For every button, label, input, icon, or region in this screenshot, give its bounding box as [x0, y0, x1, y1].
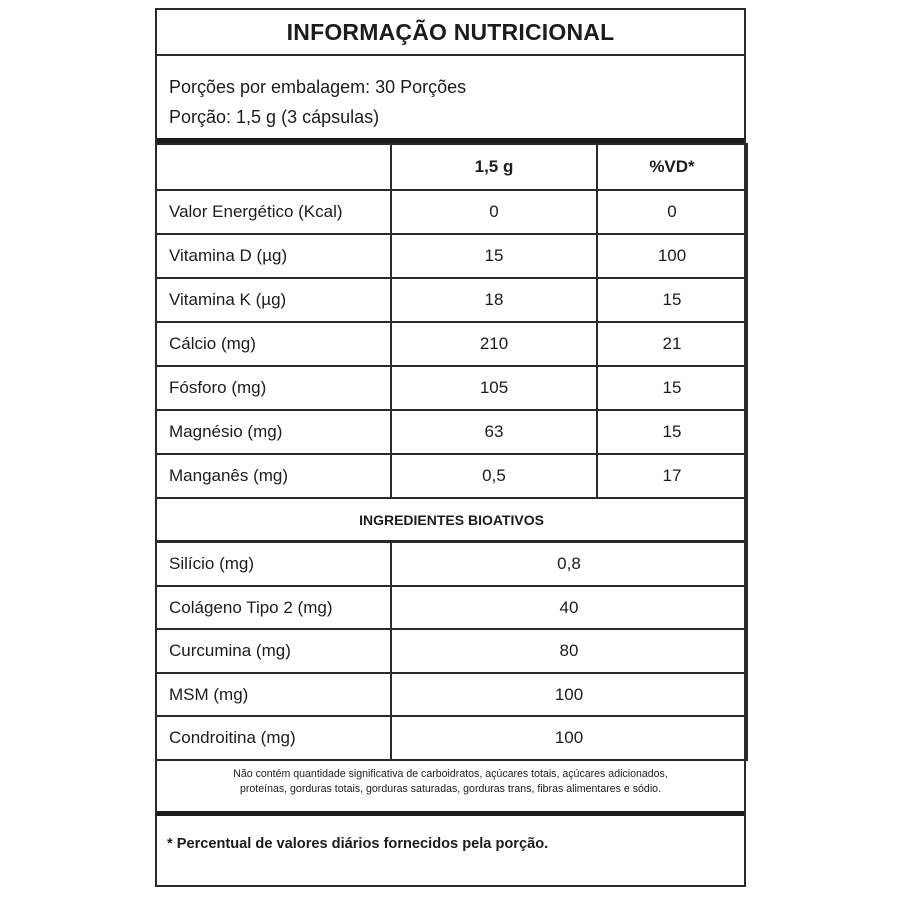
ingredient-name: Condroitina (mg): [156, 716, 391, 760]
nutrient-amount: 63: [391, 410, 597, 454]
table-row: [156, 234, 747, 278]
ingredient-amount: 100: [391, 716, 747, 760]
table-row: [156, 410, 747, 454]
nutrient-vd: 15: [597, 278, 747, 322]
nutrient-name: Fósforo (mg): [156, 366, 391, 410]
nutrient-vd: 21: [597, 322, 747, 366]
header-cell-empty: [156, 144, 391, 190]
servings-per-package: Porções por embalagem: 30 Porções: [169, 77, 467, 97]
servings-info: [169, 72, 466, 132]
nutrient-vd: 15: [597, 366, 747, 410]
table-row: [156, 454, 747, 498]
ingredient-name: MSM (mg): [156, 673, 391, 716]
bioactive-table: [155, 541, 748, 761]
table-header-row: [156, 144, 747, 190]
nutrient-vd: 0: [597, 190, 747, 234]
ingredient-amount: 0,8: [391, 542, 747, 586]
table-row: [156, 673, 747, 716]
ingredient-amount: 40: [391, 586, 747, 629]
ingredient-name: Silício (mg): [156, 542, 391, 586]
table-row: [156, 542, 747, 586]
table-row: [156, 629, 747, 673]
header-cell-vd: %VD*: [597, 144, 747, 190]
header-cell-amount: 1,5 g: [391, 144, 597, 190]
nutrient-name: Cálcio (mg): [156, 322, 391, 366]
nutrient-amount: 0,5: [391, 454, 597, 498]
nutrient-name: Vitamina K (µg): [156, 278, 391, 322]
nutrient-amount: 0: [391, 190, 597, 234]
bioactive-heading-row: [156, 498, 747, 541]
not-significant-line-2: proteínas, gorduras totais, gorduras saturadas, gorduras trans, fibras alimentares e sódio.: [239, 783, 662, 795]
nutrient-name: Manganês (mg): [156, 454, 391, 498]
bioactive-heading: INGREDIENTES BIOATIVOS: [156, 498, 747, 541]
table-row: [156, 586, 747, 629]
nutrient-name: Valor Energético (Kcal): [156, 190, 391, 234]
nutrient-vd: 15: [597, 410, 747, 454]
nutrient-amount: 18: [391, 278, 597, 322]
table-row: [156, 190, 747, 234]
nutrition-facts-panel: [155, 8, 746, 887]
nutrient-name: Vitamina D (µg): [156, 234, 391, 278]
panel-title: INFORMAÇÃO NUTRICIONAL: [157, 10, 744, 56]
daily-value-footnote: * Percentual de valores diários fornecidos pela porção.: [167, 836, 549, 852]
nutrient-amount: 105: [391, 366, 597, 410]
nutrient-vd: 17: [597, 454, 747, 498]
ingredient-amount: 100: [391, 673, 747, 716]
not-significant-note: [157, 767, 744, 797]
not-significant-line-1: Não contém quantidade significativa de carboidratos, açúcares totais, açúcares adicionados,: [233, 768, 668, 780]
portion-size: Porção: 1,5 g (3 cápsulas): [169, 107, 380, 127]
ingredient-name: Curcumina (mg): [156, 629, 391, 673]
table-row: [156, 322, 747, 366]
nutrient-amount: 15: [391, 234, 597, 278]
nutrition-table: [155, 143, 748, 542]
ingredient-name: Colágeno Tipo 2 (mg): [156, 586, 391, 629]
ingredient-amount: 80: [391, 629, 747, 673]
thick-divider: [157, 811, 744, 816]
nutrient-amount: 210: [391, 322, 597, 366]
nutrient-vd: 100: [597, 234, 747, 278]
nutrient-name: Magnésio (mg): [156, 410, 391, 454]
table-row: [156, 716, 747, 760]
table-row: [156, 278, 747, 322]
table-row: [156, 366, 747, 410]
